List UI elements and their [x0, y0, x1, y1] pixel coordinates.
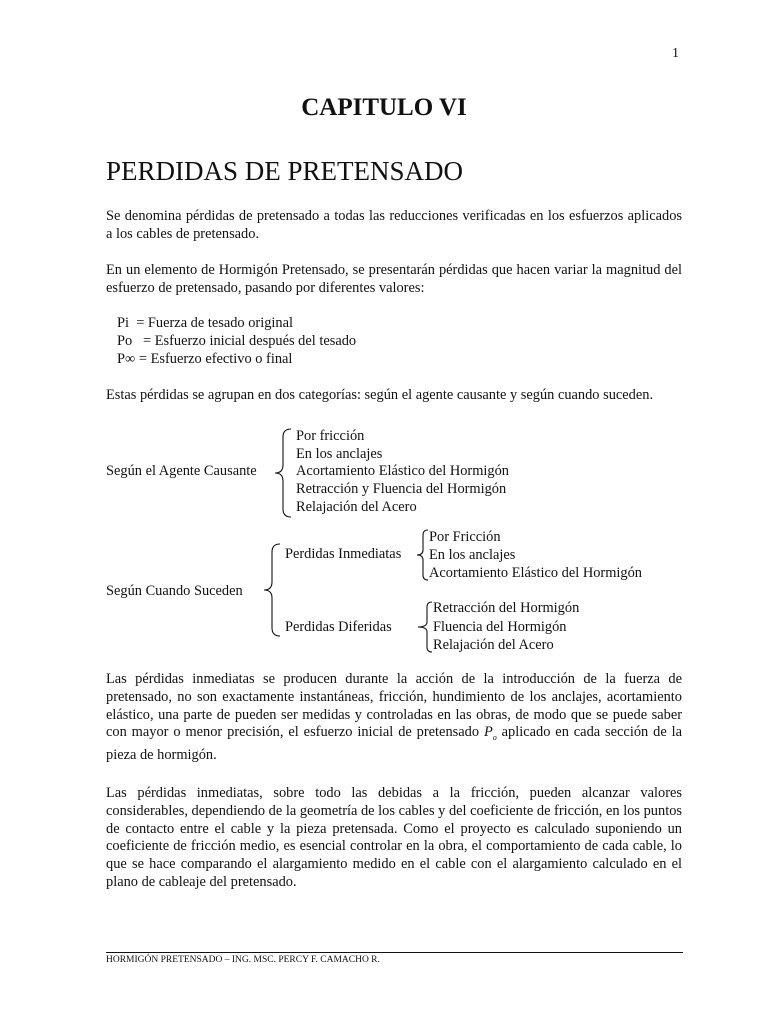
- definition-text: = Esfuerzo efectivo o final: [138, 351, 293, 367]
- definition-symbol: Pi: [117, 315, 130, 331]
- definition-symbol: Po: [117, 333, 133, 349]
- immediate-item: Por Fricción: [429, 529, 501, 545]
- time-group-brace: [260, 542, 286, 638]
- definition-text: = Fuerza de tesado original: [136, 315, 293, 331]
- deferred-label: Perdidas Diferidas: [285, 619, 392, 635]
- footer: HORMIGÓN PRETENSADO – ING. MSC. PERCY F. CAMACHO R.: [106, 955, 380, 965]
- immediate-losses-paragraph: [106, 671, 682, 765]
- definition-po: [117, 332, 356, 350]
- agent-item: Retracción y Fluencia del Hormigón: [296, 481, 507, 497]
- definition-pinf: [117, 350, 356, 368]
- paragraph-text: Las pérdidas inmediatas se producen durante la acción de la introducción de la fuerza de pretensado, no son exactamente instantáneas, fricción, hundimiento de los anclajes, acortamiento elástico, una parte de pueden ser medidas y controladas en las obras, de modo que se puede saber con mayor o menor precisión, el esfuerzo inicial de pretensado: [106, 671, 682, 741]
- immediate-label: Perdidas Inmediatas: [285, 546, 402, 562]
- agent-group-brace: [271, 427, 297, 519]
- deferred-item: Fluencia del Hormigón: [433, 619, 567, 635]
- section-title: PERDIDAS DE PRETENSADO: [106, 156, 464, 186]
- friction-paragraph: Las pérdidas inmediatas, sobre todo las debidas a la fricción, pueden alcanzar valores considerables, dependiendo de la geometría de los cables y del coeficiente de fricción, en los puntos de contacto entre el cable y la pieza pretensada. Como el proyecto es calculado suponiendo un coeficiente de fricción medio, es esencial controlar en la obra, el comportamiento de cada cable, lo que se hace comparando el alargamiento medido en el cable con el alargamiento calculado en el plano de cableaje del pretensado.: [106, 785, 682, 890]
- categories-paragraph: Estas pérdidas se agrupan en dos categorías: según el agente causante y según cuando suceden.: [106, 387, 654, 403]
- definition-list: [117, 314, 356, 368]
- po-symbol-letter: P: [483, 724, 493, 741]
- chapter-heading: CAPITULO VI: [301, 94, 467, 121]
- po-symbol-subscript: o: [492, 733, 497, 743]
- definition-symbol: P∞: [117, 351, 136, 367]
- time-group-label: Según Cuando Suceden: [106, 583, 243, 599]
- paragraph-text: aplicado en cada sección de la pieza de hormigón.: [106, 724, 682, 764]
- page-number: 1: [672, 46, 679, 61]
- definition-text: = Esfuerzo inicial después del tesado: [143, 333, 357, 349]
- agent-item: Acortamiento Elástico del Hormigón: [296, 463, 510, 479]
- immediate-item: Acortamiento Elástico del Hormigón: [429, 565, 643, 581]
- values-paragraph: En un elemento de Hormigón Pretensado, se presentarán pérdidas que hacen variar la magnitud del esfuerzo de pretensado, pasando por diferentes valores:: [106, 262, 682, 296]
- agent-item: Por fricción: [296, 428, 365, 444]
- deferred-item: Retracción del Hormigón: [433, 600, 580, 616]
- footer-divider: [106, 952, 683, 953]
- deferred-item: Relajación del Acero: [433, 637, 554, 653]
- agent-group-label: Según el Agente Causante: [106, 463, 257, 479]
- agent-item: Relajación del Acero: [296, 499, 417, 515]
- definition-pi: [117, 314, 356, 332]
- intro-paragraph: Se denomina pérdidas de pretensado a todas las reducciones verificadas en los esfuerzos aplicados a los cables de pretensado.: [106, 208, 682, 242]
- po-symbol: [483, 724, 497, 743]
- agent-item: En los anclajes: [296, 446, 383, 462]
- immediate-item: En los anclajes: [429, 547, 516, 563]
